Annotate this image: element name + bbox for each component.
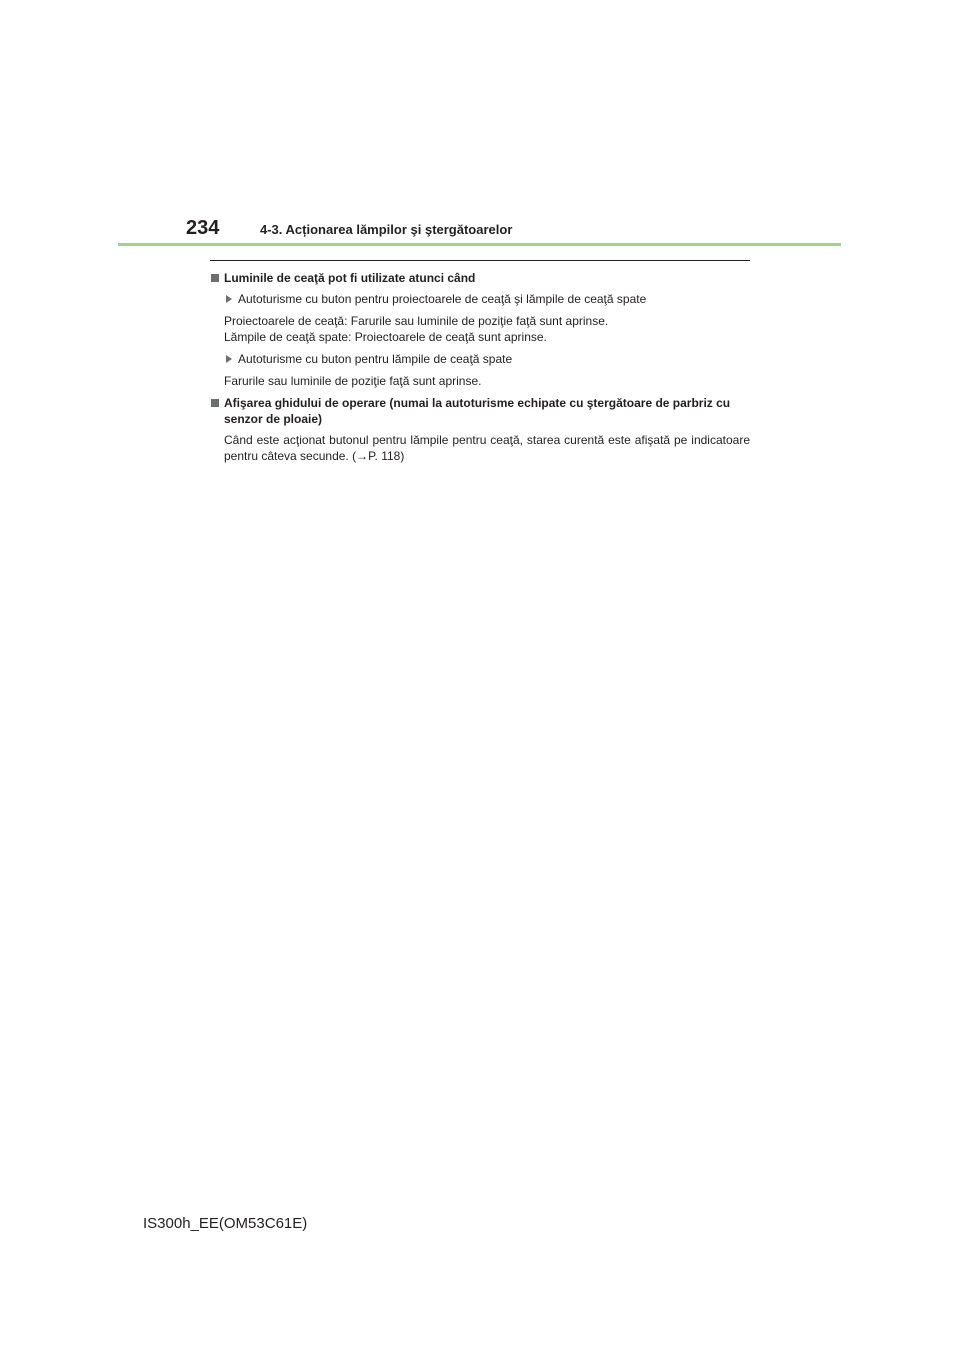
paragraph [210,373,750,389]
list-item-text: Autoturisme cu buton pentru proiectoarele de ceaţă şi lămpile de ceaţă spate [238,292,647,306]
square-bullet-icon [211,399,219,407]
chapter-title: 4-3. Acționarea lămpilor şi ştergătoarelor [260,222,513,237]
model-code: IS300h_EE(OM53C61E) [143,1215,308,1232]
section-heading-text: Luminile de ceaţă pot fi utilizate atunci când [224,271,476,285]
paragraph [210,313,750,345]
header-green-rule [118,243,841,246]
paragraph-line: Lămpile de ceaţă spate: Proiectoarele de ceaţă sunt aprinse. [224,330,547,344]
paragraph-line: Farurile sau luminile de poziţie faţă sunt aprinse. [224,374,482,388]
section-heading [210,270,750,286]
triangle-bullet-icon [226,355,232,363]
paragraph-text: Când este acţionat butonul pentru lămpile pentru ceaţă, starea curentă este afişată pe indicatoare pentru câteva secunde. (→P. 118) [224,433,750,463]
list-item [210,351,750,367]
section-heading-text: Afişarea ghidului de operare (numai la autoturisme echipate cu ştergătoare de parbriz cu senzor de ploaie) [224,396,731,426]
page-number: 234 [186,217,220,239]
page-content [210,270,750,470]
paragraph-line: Proiectoarele de ceaţă: Farurile sau luminile de poziţie faţă sunt aprinse. [224,314,609,328]
list-item [210,291,750,307]
triangle-bullet-icon [226,295,232,303]
paragraph [210,432,750,464]
section-heading [210,395,750,427]
square-bullet-icon [211,274,219,282]
list-item-text: Autoturisme cu buton pentru lămpile de ceaţă spate [238,352,513,366]
section-divider [210,260,750,261]
